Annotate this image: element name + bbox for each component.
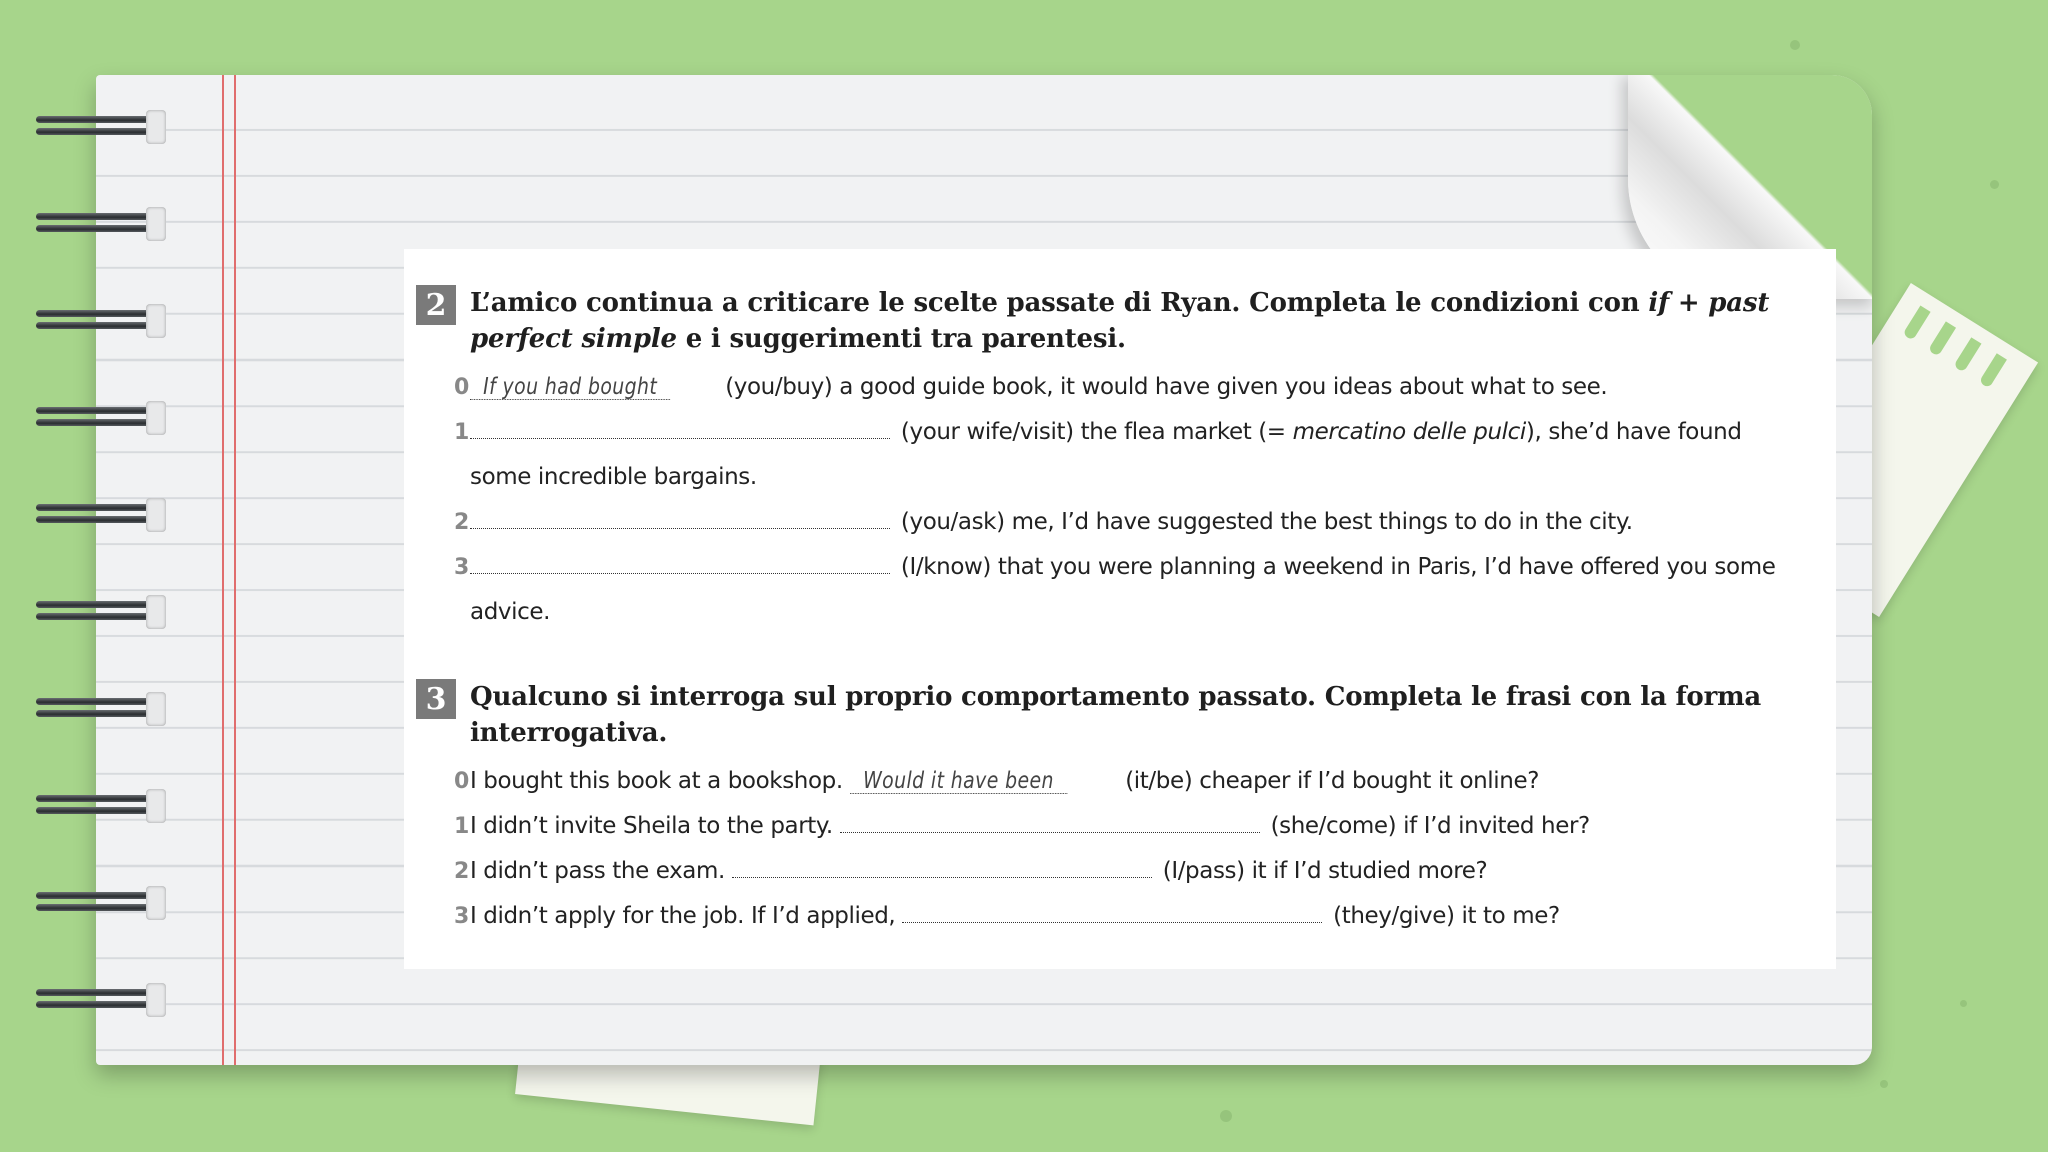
item-number: 2 [454, 510, 469, 535]
item-text: (you/ask) me, I’d have suggested the best things to do in the city. [900, 509, 1633, 535]
exercise-item [416, 804, 1796, 849]
item-text: (I/pass) it if I’d studied more? [1162, 858, 1488, 884]
answer-blank[interactable] [732, 855, 1152, 878]
spiral-ring [36, 401, 166, 437]
item-text: (I/know) that you were planning a weekend in Paris, I’d have offered you some advice. [470, 554, 1776, 625]
exercise-number-badge: 2 [416, 285, 456, 325]
spiral-ring [36, 692, 166, 728]
exercise-item [416, 500, 1796, 545]
exercise-item [416, 410, 1796, 500]
spiral-ring [36, 886, 166, 922]
answer-handwritten: If you had bought [470, 375, 670, 400]
answer-blank[interactable] [840, 810, 1260, 833]
item-number: 1 [454, 814, 469, 839]
item-text: I didn’t invite Sheila to the party. [470, 813, 833, 839]
item-text: (you/buy) a good guide book, it would have given you ideas about what to see. [725, 374, 1608, 400]
item-text: (she/come) if I’d invited her? [1270, 813, 1590, 839]
item-text-italic: mercatino delle pulci [1292, 419, 1526, 445]
margin-line [234, 75, 236, 1065]
item-text: (they/give) it to me? [1333, 903, 1560, 929]
answer-blank[interactable] [470, 416, 890, 439]
exercise-card [404, 249, 1836, 969]
item-number: 0 [454, 769, 469, 794]
spiral-ring [36, 110, 166, 146]
exercise-2 [416, 285, 1796, 635]
item-number: 0 [454, 375, 469, 400]
answer-blank[interactable] [902, 900, 1322, 923]
background-speck [1960, 1000, 1967, 1007]
exercise-item [416, 894, 1796, 939]
item-text: (it/be) cheaper if I’d bought it online? [1125, 768, 1540, 794]
notebook-page [96, 75, 1872, 1065]
background-speck [1790, 40, 1800, 50]
item-text: I bought this book at a bookshop. [470, 768, 843, 794]
exercise-item [416, 849, 1796, 894]
exercise-instruction: L’amico continua a criticare le scelte passate di Ryan. Completa le condizioni con if + past perfect simple e i suggerimenti tra parentesi. [470, 288, 1770, 354]
answer-blank[interactable] [470, 506, 890, 529]
spiral-ring [36, 789, 166, 825]
answer-handwritten: Would it have been [850, 769, 1067, 794]
item-number: 3 [454, 904, 469, 929]
item-number: 3 [454, 555, 469, 580]
item-text: I didn’t pass the exam. [470, 858, 725, 884]
exercise-item [416, 545, 1796, 635]
exercise-instruction: Qualcuno si interroga sul proprio comportamento passato. Completa le frasi con la forma interrogativa. [470, 682, 1762, 748]
exercise-item [416, 759, 1796, 804]
background-speck [1880, 1080, 1888, 1088]
spiral-ring [36, 304, 166, 340]
item-text: ), she’d have found some incredible bargains. [470, 419, 1742, 490]
answer-blank[interactable] [470, 551, 890, 574]
spiral-ring [36, 983, 166, 1019]
exercise-3 [416, 679, 1796, 939]
item-number: 2 [454, 859, 469, 884]
item-number: 1 [454, 420, 469, 445]
margin-line [222, 75, 224, 1065]
exercise-number-badge: 3 [416, 679, 456, 719]
exercise-item [416, 365, 1796, 410]
background-speck [1990, 180, 1999, 189]
item-text: I didn’t apply for the job. If I’d applied, [470, 903, 896, 929]
item-text: (your wife/visit) the flea market (= [900, 419, 1293, 445]
spiral-ring [36, 207, 166, 243]
spiral-ring [36, 498, 166, 534]
background-speck [1220, 1110, 1232, 1122]
spiral-ring [36, 595, 166, 631]
